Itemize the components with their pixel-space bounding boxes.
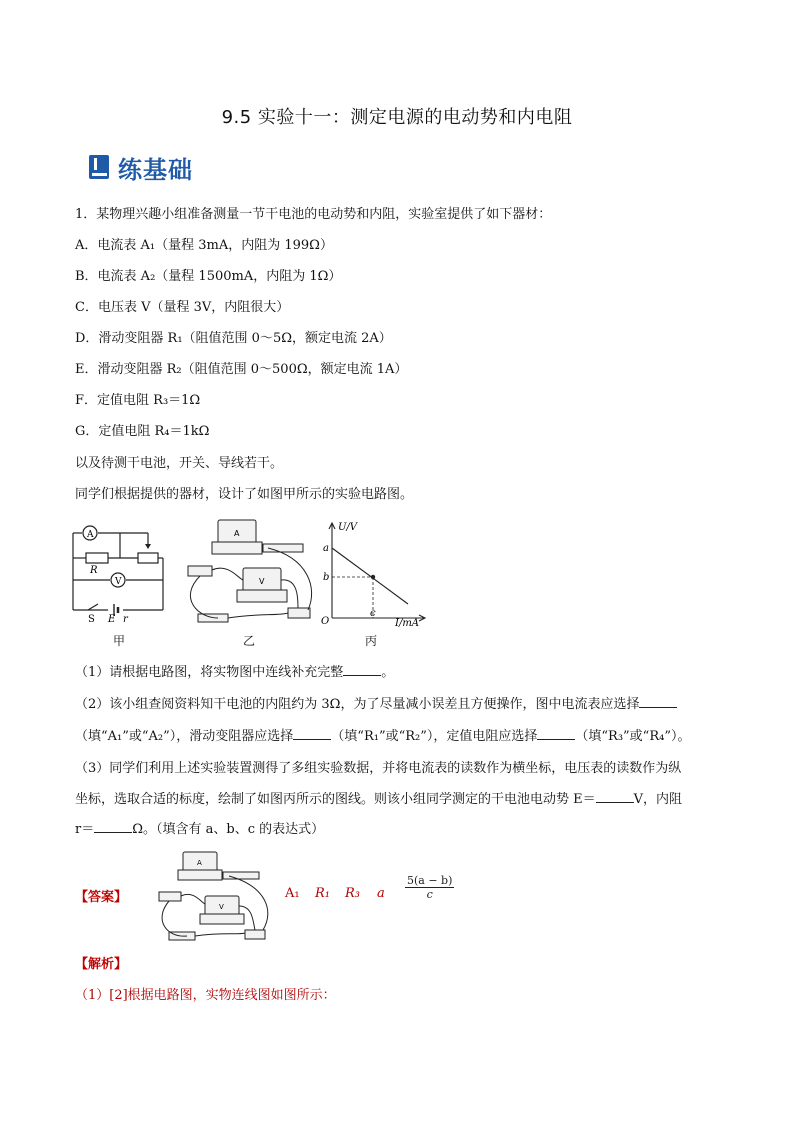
- fraction-numerator: 5(a − b): [407, 874, 453, 887]
- answer-tag: 【答案】: [75, 890, 128, 905]
- blank-2b[interactable]: [293, 727, 331, 740]
- apparatus-ammeter-label: A: [234, 529, 240, 538]
- caption-jia: 甲: [113, 634, 126, 648]
- analysis-tag: 【解析】: [75, 957, 128, 972]
- ammeter-label: A: [87, 530, 94, 540]
- b-label: b: [323, 572, 330, 583]
- blank-3b[interactable]: [94, 820, 132, 833]
- circuit-diagram: [68, 518, 168, 623]
- fraction-denominator: c: [426, 888, 433, 901]
- section-label: 练基础: [118, 155, 193, 184]
- caption-yi: 乙: [243, 634, 256, 648]
- answer-resistor: R₃: [345, 886, 360, 901]
- option-b: B．电流表 A₂（量程 1500mA，内阻为 1Ω）: [75, 269, 342, 284]
- book-icon: [88, 154, 110, 180]
- option-d: D．滑动变阻器 R₁（阻值范围 0～5Ω，额定电流 2A）: [75, 331, 392, 346]
- answer-apparatus-picture: [153, 850, 283, 945]
- blank-2c[interactable]: [537, 727, 575, 740]
- answer-ammeter: A₁: [285, 886, 300, 901]
- page-title: 9.5 实验十一：测定电源的电动势和内电阻: [221, 107, 573, 128]
- apparatus-picture: [178, 518, 328, 628]
- caption-bing: 丙: [365, 634, 378, 648]
- answer-voltmeter-label: V: [219, 903, 224, 911]
- question-intro: 1．某物理兴趣小组准备测量一节干电池的电动势和内阻，实验室提供了如下器材：: [75, 207, 552, 222]
- answer-ammeter-label: A: [197, 859, 202, 867]
- sub-question-2b: （填“A₁”或“A₂”），滑动变阻器应选择 （填“R₁”或“R₂”），定值电阻应选择 （填“R₃”或“R₄”）。: [75, 729, 691, 744]
- design-sentence: 同学们根据提供的器材，设计了如图甲所示的实验电路图。: [75, 487, 414, 502]
- sub-question-3b: 坐标，选取合适的标度，绘制了如图丙所示的图线。则该小组同学测定的干电池电动势 E＝ V，内阻: [75, 792, 683, 807]
- answer-rheostat: R₁: [315, 886, 330, 901]
- answer-emf: a: [377, 886, 385, 901]
- a-label: a: [323, 543, 329, 554]
- origin-label: O: [321, 616, 330, 627]
- emf-label: E: [108, 614, 116, 623]
- section-header: [88, 150, 193, 184]
- option-f: F．定值电阻 R₃＝1Ω: [75, 393, 201, 408]
- answer-internal-resistance: [405, 874, 454, 901]
- option-c: C．电压表 V（量程 3V，内阻很大）: [75, 300, 290, 315]
- option-e: E．滑动变阻器 R₂（阻值范围 0～500Ω，额定电流 1A）: [75, 362, 408, 377]
- analysis-line-1: （1）[2]根据电路图，实物连线图如图所示：: [75, 988, 336, 1003]
- sub-question-2a: （2）该小组查阅资料知干电池的内阻约为 3Ω，为了尽量减小误差且方便操作，图中电流表应选择: [75, 695, 725, 715]
- experiment-figures: [68, 518, 438, 648]
- sub-question-3c: r＝ Ω。（填含有 a、b、c 的表达式）: [75, 822, 325, 837]
- answer-row: [75, 850, 725, 945]
- blank-2a[interactable]: [639, 695, 677, 708]
- materials-extra: 以及待测干电池，开关、导线若干。: [75, 456, 284, 471]
- blank-1[interactable]: [343, 663, 381, 676]
- ui-graph: [320, 518, 435, 628]
- option-a: A．电流表 A₁（量程 3mA，内阻为 199Ω）: [75, 238, 333, 253]
- x-axis-label: I/mA: [395, 618, 420, 628]
- resistor-label: R: [90, 565, 98, 576]
- sub-question-1: （1）请根据电路图，将实物图中连线补充完整 。: [75, 665, 395, 680]
- c-label: c: [370, 608, 376, 619]
- blank-3a[interactable]: [596, 790, 634, 803]
- sub-question-3a: （3）同学们利用上述实验装置测得了多组实验数据，并将电流表的读数作为横坐标，电压表的读数作为纵: [75, 761, 682, 776]
- internal-label: r: [123, 614, 128, 623]
- switch-label: S: [88, 614, 95, 623]
- option-g: G．定值电阻 R₄＝1kΩ: [75, 424, 210, 439]
- y-axis-label: U/V: [338, 522, 358, 533]
- apparatus-voltmeter-label: V: [259, 577, 265, 586]
- voltmeter-label: V: [115, 577, 122, 587]
